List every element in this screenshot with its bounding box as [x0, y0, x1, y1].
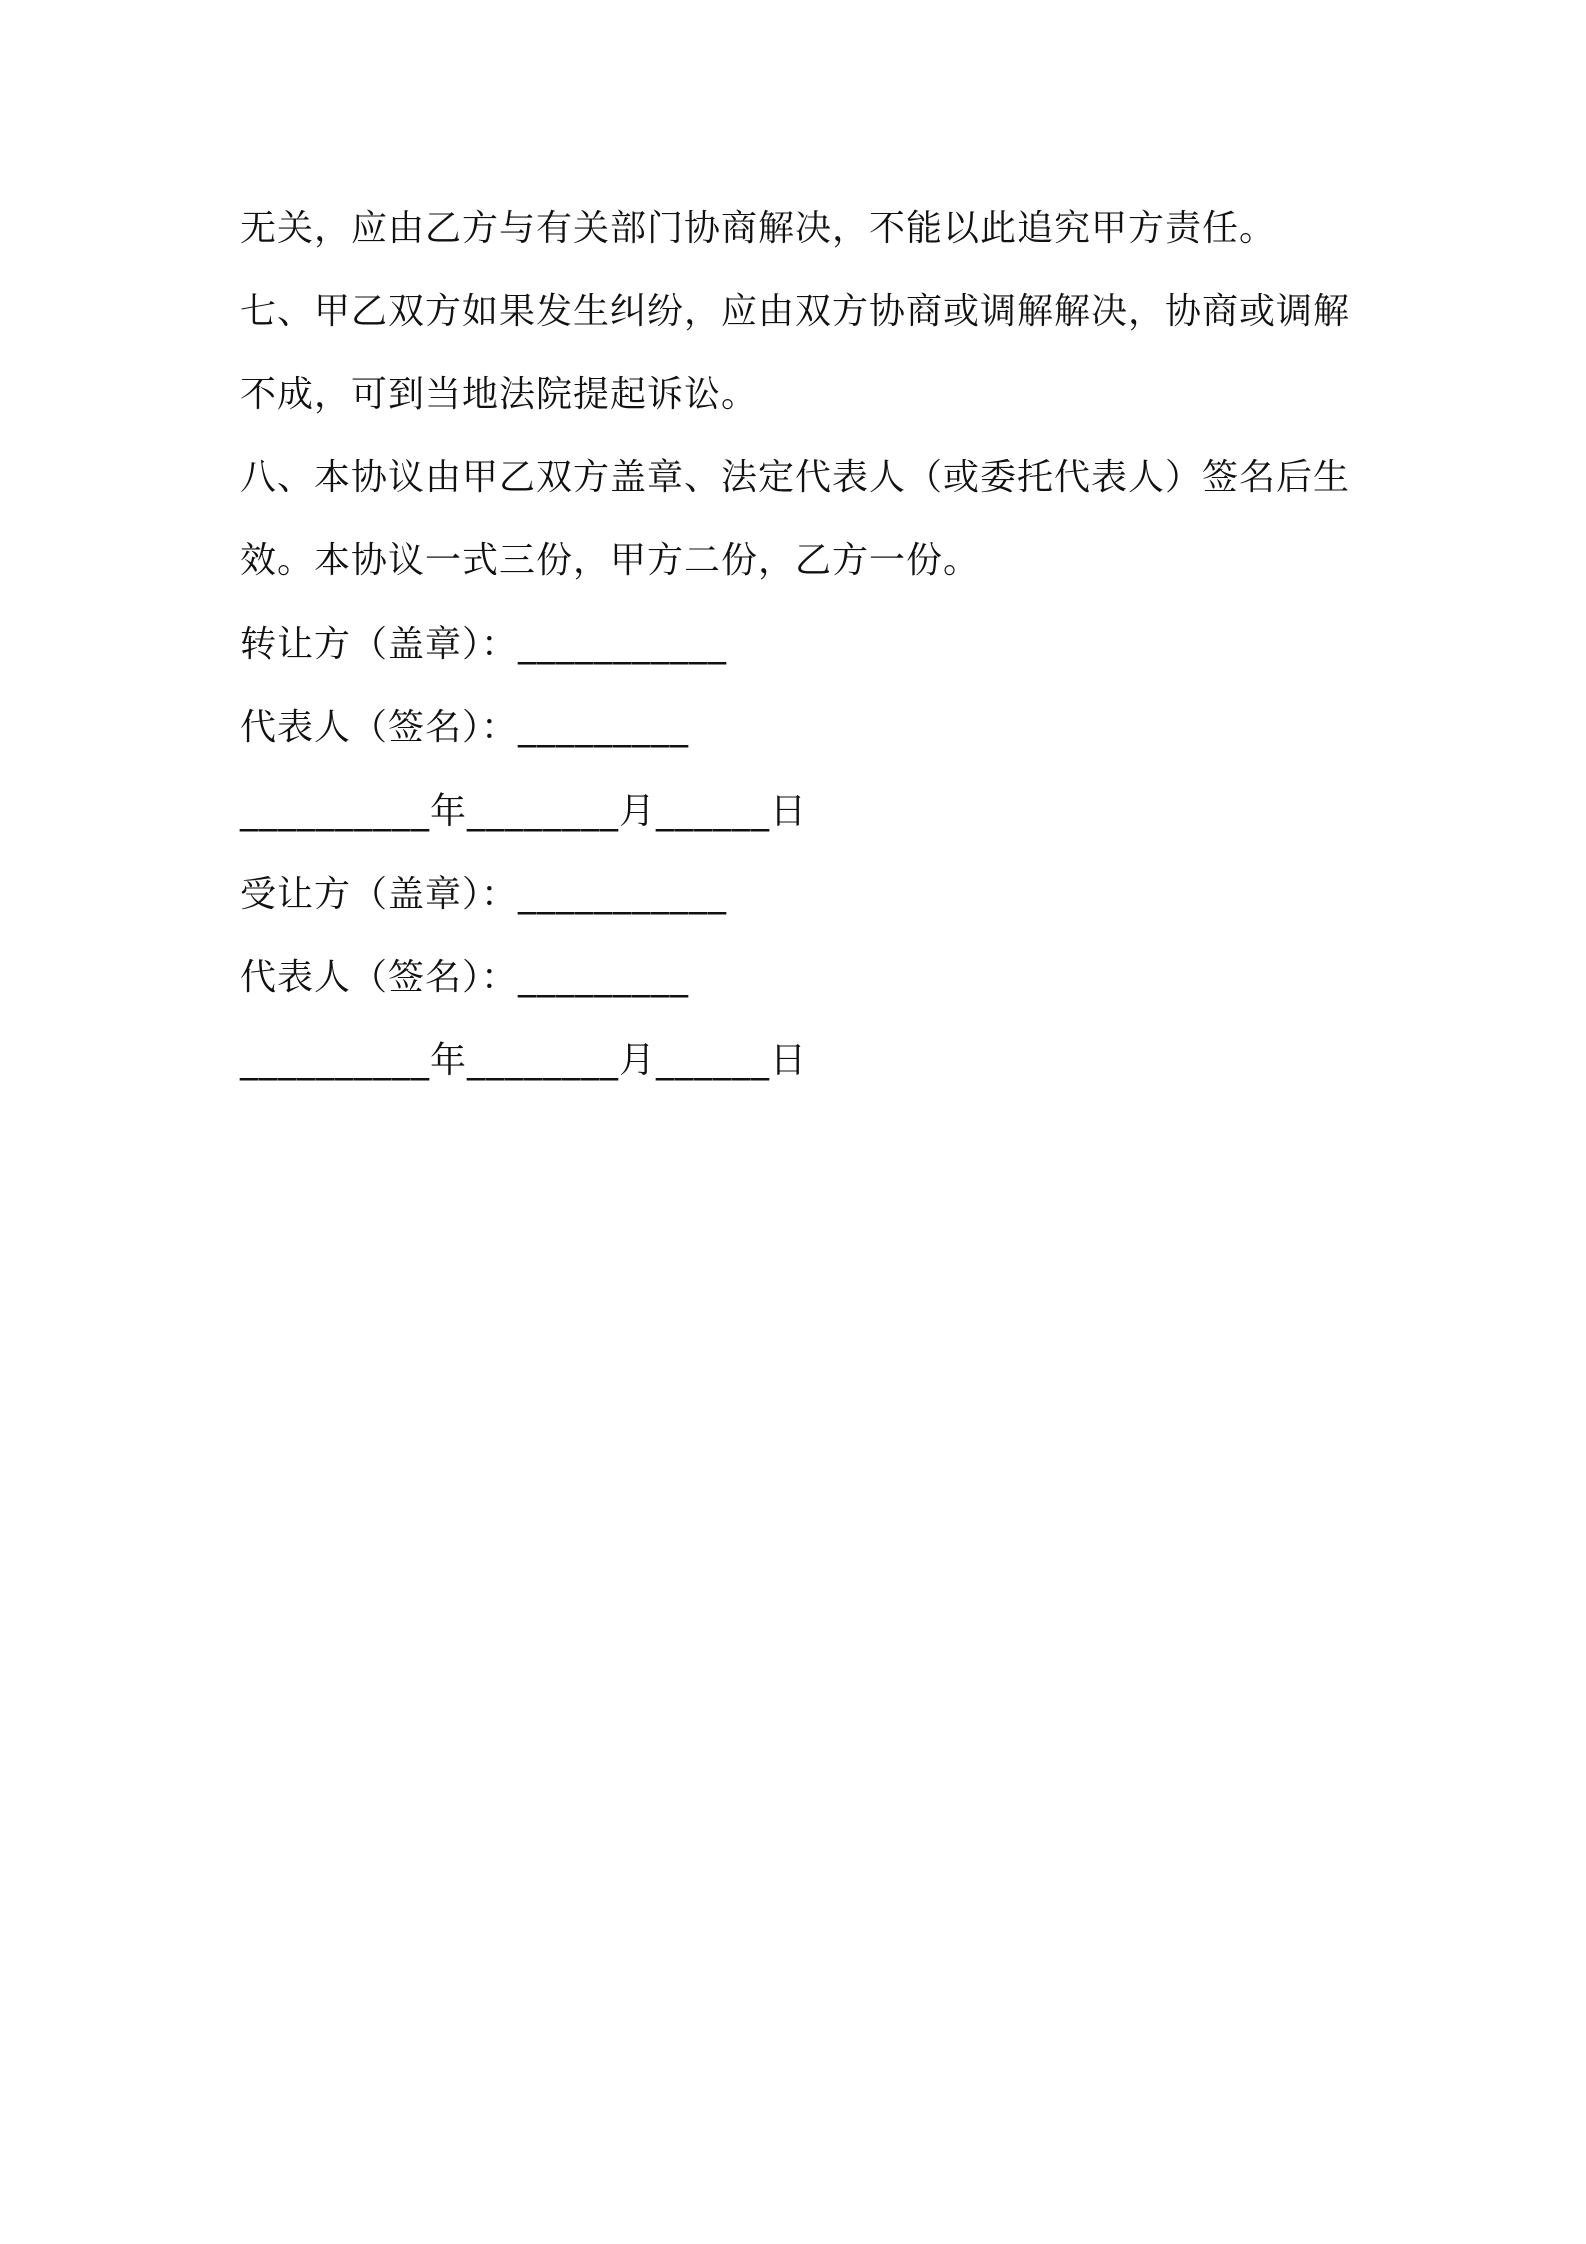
transferee-seal-field: 受让方（盖章）：___________ — [240, 874, 728, 915]
clause-seven-line: 不成，可到当地法院提起诉讼。 — [240, 374, 759, 415]
clause-seven-line: 七、甲乙双方如果发生纠纷，应由双方协商或调解解决，协商或调解 — [240, 291, 1351, 332]
clause-text-line: 无关，应由乙方与有关部门协商解决，不能以此追究甲方责任。 — [240, 208, 1277, 249]
transferor-representative-field: 代表人（签名）：_________ — [240, 707, 690, 748]
clause-eight-line: 效。本协议一式三份，甲方二份，乙方一份。 — [240, 540, 981, 581]
transferor-seal-field: 转让方（盖章）：___________ — [240, 624, 728, 665]
clause-eight-line: 八、本协议由甲乙双方盖章、法定代表人（或委托代表人）签名后生 — [240, 457, 1351, 498]
transferee-representative-field: 代表人（签名）：_________ — [240, 957, 690, 998]
transferee-date-field: __________年________月______日 — [240, 1040, 807, 1081]
transferor-date-field: __________年________月______日 — [240, 791, 807, 832]
